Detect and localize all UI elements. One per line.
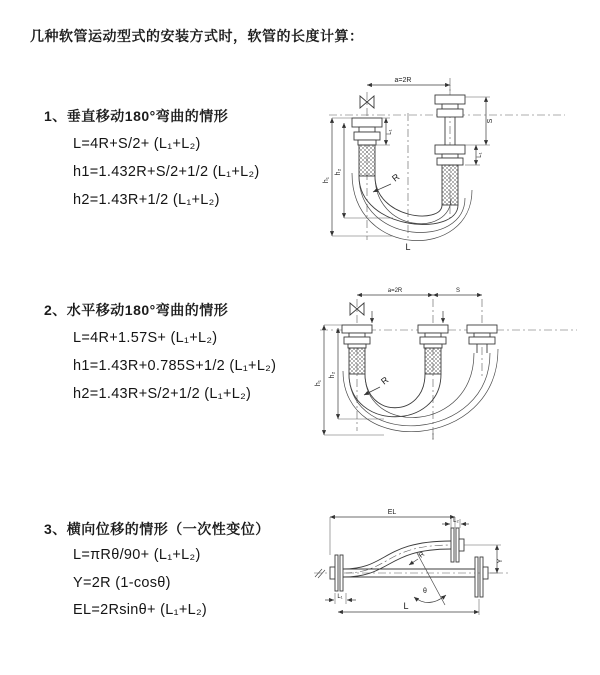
dim-label-l1-right: L₁: [477, 152, 483, 158]
dim-label-a2r: a=2R: [387, 288, 403, 294]
dim-label-s: S: [455, 288, 461, 294]
dim-label-l1-left: L₁: [387, 129, 393, 135]
page-title: 几种软管运动型式的安装方式时，软管的长度计算：: [30, 28, 364, 44]
diagram-lateral-displacement: [308, 503, 593, 643]
dim-label-h-inner: h₂: [329, 371, 336, 379]
middle-fitting: [418, 325, 448, 374]
left-fitting: [342, 325, 372, 374]
left-fitting: [352, 118, 382, 176]
dim-label-h-outer: h₁: [323, 176, 330, 184]
hose-u-bend: [343, 349, 498, 432]
dim-label-r: R: [379, 374, 391, 387]
radius-leader: [409, 559, 418, 565]
radius-leader: [364, 387, 380, 395]
dim-label-r: R: [417, 550, 427, 560]
braided-hose-section: [425, 348, 441, 374]
section-3-heading: 3、横向位移的情形（一次性变位）: [44, 521, 270, 537]
dim-label-s: S: [487, 118, 494, 124]
braided-hose-section: [349, 348, 365, 374]
dim-label-l2: L₂: [453, 518, 459, 524]
dim-label-h-outer: h₁: [315, 379, 322, 387]
section-3-formula-Y: Y=2R (1-cosθ): [73, 575, 171, 591]
chord-line: [417, 550, 445, 605]
section-2-heading: 2、水平移动180°弯曲的情形: [44, 302, 229, 318]
section-2-formula-h1: h1=1.43R+0.785S+1/2 (L₁+L₂): [73, 358, 277, 374]
section-1-heading: 1、垂直移动180°弯曲的情形: [44, 108, 229, 124]
braided-hose-section: [442, 165, 458, 205]
diagram-vertical-180-bend: [315, 68, 587, 260]
angle-arc: [414, 595, 446, 603]
dim-label-y: Y: [497, 558, 504, 564]
diagram-horizontal-180-bend: [312, 283, 597, 455]
section-3-formula-EL: EL=2Rsinθ+ (L₁+L₂): [73, 602, 208, 618]
section-2-formula-L: L=4R+1.57S+ (L₁+L₂): [73, 330, 218, 346]
section-1-formula-L: L=4R+S/2+ (L₁+L₂): [73, 136, 201, 152]
section-3-formula-L: L=πRθ/90+ (L₁+L₂): [73, 547, 201, 563]
section-1-formula-h1: h1=1.432R+S/2+1/2 (L₁+L₂): [73, 164, 260, 180]
section-2-formula-h2: h2=1.43R+S/2+1/2 (L₁+L₂): [73, 386, 252, 402]
right-flange: [475, 557, 488, 597]
braided-hose-section: [359, 145, 375, 176]
section-1-formula-h2: h2=1.43R+1/2 (L₁+L₂): [73, 192, 220, 208]
dim-label-l1: L₁: [337, 594, 343, 600]
right-fitting: [435, 95, 465, 205]
dim-label-l: L: [405, 242, 411, 252]
dim-label-r: R: [390, 171, 402, 184]
dim-label-a2r: a=2R: [394, 77, 412, 84]
dim-label-el: EL: [387, 509, 397, 516]
dim-label-l: L: [403, 601, 409, 611]
upper-flange: [451, 528, 464, 562]
s-curve-hose: [343, 541, 451, 577]
break-mark: [315, 569, 325, 578]
dim-label-theta: θ: [423, 588, 427, 595]
dim-label-h-inner: h₂: [335, 168, 342, 176]
